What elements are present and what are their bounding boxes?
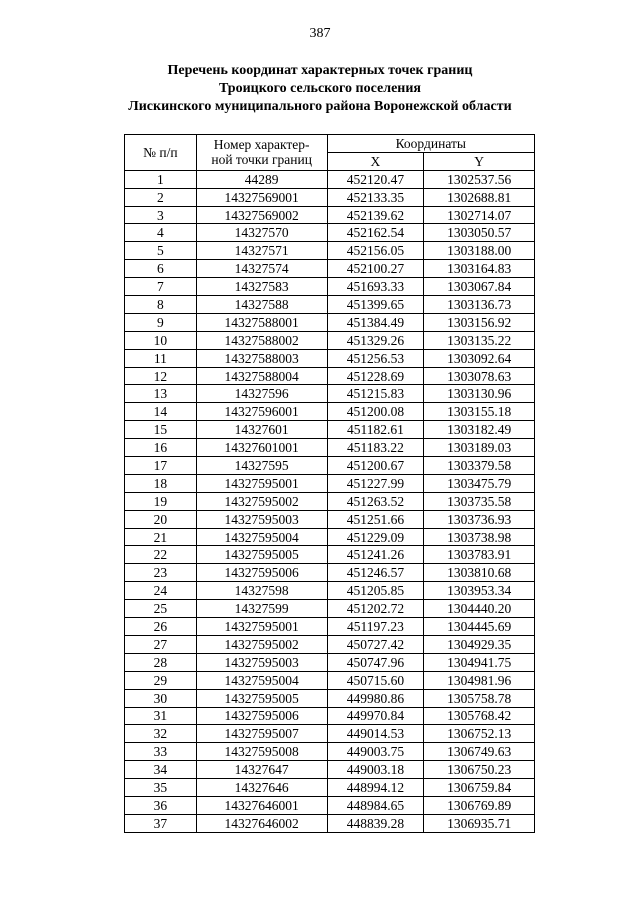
cell-point-number: 14327595004 — [196, 671, 327, 689]
cell-num: 30 — [125, 689, 197, 707]
cell-point-number: 14327588 — [196, 296, 327, 314]
cell-x: 451241.26 — [327, 546, 424, 564]
cell-x: 450727.42 — [327, 635, 424, 653]
cell-num: 18 — [125, 474, 197, 492]
cell-y: 1303953.34 — [424, 582, 535, 600]
table-row — [125, 618, 535, 636]
title-line-1: Перечень координат характерных точек границ — [167, 63, 473, 78]
cell-point-number: 14327599 — [196, 600, 327, 618]
cell-num: 27 — [125, 635, 197, 653]
cell-x: 449980.86 — [327, 689, 424, 707]
table-row — [125, 564, 535, 582]
table-row — [125, 242, 535, 260]
table-row — [125, 170, 535, 188]
cell-point-number: 14327598 — [196, 582, 327, 600]
cell-point-number: 14327595001 — [196, 618, 327, 636]
page-number: 387 — [309, 26, 331, 41]
cell-num: 8 — [125, 296, 197, 314]
table-row — [125, 528, 535, 546]
cell-x: 448984.65 — [327, 796, 424, 814]
cell-x: 448839.28 — [327, 814, 424, 832]
cell-point-number: 14327569001 — [196, 188, 327, 206]
cell-num: 37 — [125, 814, 197, 832]
cell-num: 1 — [125, 170, 197, 188]
cell-x: 451693.33 — [327, 278, 424, 296]
cell-num: 19 — [125, 492, 197, 510]
cell-x: 449970.84 — [327, 707, 424, 725]
cell-point-number: 14327595002 — [196, 492, 327, 510]
cell-num: 32 — [125, 725, 197, 743]
cell-num: 14 — [125, 403, 197, 421]
title-line-3: Лискинского муниципального района Воронежской области — [128, 99, 512, 114]
cell-y: 1306769.89 — [424, 796, 535, 814]
cell-y: 1303379.58 — [424, 457, 535, 475]
document-title — [0, 62, 640, 116]
cell-point-number: 44289 — [196, 170, 327, 188]
cell-x: 451384.49 — [327, 313, 424, 331]
cell-point-number: 14327595002 — [196, 635, 327, 653]
header-num: № п/п — [125, 135, 197, 171]
cell-point-number: 14327595006 — [196, 707, 327, 725]
cell-point-number: 14327571 — [196, 242, 327, 260]
header-point-line-1: Номер характер- — [213, 137, 310, 153]
cell-x: 449014.53 — [327, 725, 424, 743]
cell-y: 1303092.64 — [424, 349, 535, 367]
cell-y: 1306759.84 — [424, 779, 535, 797]
cell-point-number: 14327595003 — [196, 653, 327, 671]
cell-y: 1303188.00 — [424, 242, 535, 260]
header-y: Y — [424, 152, 535, 170]
cell-y: 1302688.81 — [424, 188, 535, 206]
cell-y: 1304445.69 — [424, 618, 535, 636]
cell-x: 451329.26 — [327, 331, 424, 349]
table-row — [125, 403, 535, 421]
cell-num: 23 — [125, 564, 197, 582]
cell-num: 33 — [125, 743, 197, 761]
cell-num: 29 — [125, 671, 197, 689]
cell-num: 3 — [125, 206, 197, 224]
cell-num: 7 — [125, 278, 197, 296]
cell-point-number: 14327588001 — [196, 313, 327, 331]
header-coordinates: Координаты — [327, 135, 534, 153]
cell-point-number: 14327595005 — [196, 546, 327, 564]
cell-point-number: 14327646002 — [196, 814, 327, 832]
cell-y: 1302714.07 — [424, 206, 535, 224]
cell-point-number: 14327601001 — [196, 439, 327, 457]
table-row — [125, 779, 535, 797]
cell-y: 1305768.42 — [424, 707, 535, 725]
cell-y: 1303810.68 — [424, 564, 535, 582]
cell-x: 449003.18 — [327, 761, 424, 779]
cell-num: 6 — [125, 260, 197, 278]
cell-x: 451228.69 — [327, 367, 424, 385]
title-line-2: Троицкого сельского поселения — [218, 81, 421, 96]
table-row — [125, 582, 535, 600]
cell-y: 1303475.79 — [424, 474, 535, 492]
cell-point-number: 14327595003 — [196, 510, 327, 528]
cell-y: 1303189.03 — [424, 439, 535, 457]
cell-num: 4 — [125, 224, 197, 242]
cell-x: 451229.09 — [327, 528, 424, 546]
table-row — [125, 725, 535, 743]
cell-num: 36 — [125, 796, 197, 814]
cell-x: 452100.27 — [327, 260, 424, 278]
cell-y: 1306749.63 — [424, 743, 535, 761]
table-row — [125, 600, 535, 618]
cell-y: 1303078.63 — [424, 367, 535, 385]
table-row — [125, 296, 535, 314]
table-row — [125, 814, 535, 832]
cell-num: 35 — [125, 779, 197, 797]
table-row — [125, 188, 535, 206]
cell-y: 1303135.22 — [424, 331, 535, 349]
cell-num: 28 — [125, 653, 197, 671]
cell-y: 1303783.91 — [424, 546, 535, 564]
cell-x: 450715.60 — [327, 671, 424, 689]
table-row — [125, 743, 535, 761]
cell-num: 5 — [125, 242, 197, 260]
cell-x: 451200.67 — [327, 457, 424, 475]
cell-x: 452162.54 — [327, 224, 424, 242]
table-header — [125, 135, 535, 171]
cell-x: 451246.57 — [327, 564, 424, 582]
cell-point-number: 14327646 — [196, 779, 327, 797]
header-x: X — [327, 152, 424, 170]
table-row — [125, 474, 535, 492]
cell-x: 452120.47 — [327, 170, 424, 188]
cell-point-number: 14327595008 — [196, 743, 327, 761]
cell-x: 451202.72 — [327, 600, 424, 618]
cell-x: 448994.12 — [327, 779, 424, 797]
cell-num: 20 — [125, 510, 197, 528]
cell-x: 451197.23 — [327, 618, 424, 636]
cell-y: 1303738.98 — [424, 528, 535, 546]
cell-point-number: 14327595007 — [196, 725, 327, 743]
cell-point-number: 14327595005 — [196, 689, 327, 707]
cell-x: 451251.66 — [327, 510, 424, 528]
cell-num: 21 — [125, 528, 197, 546]
cell-num: 9 — [125, 313, 197, 331]
header-point-number — [196, 135, 327, 171]
cell-y: 1304929.35 — [424, 635, 535, 653]
cell-num: 34 — [125, 761, 197, 779]
cell-point-number: 14327647 — [196, 761, 327, 779]
cell-num: 17 — [125, 457, 197, 475]
table-row — [125, 510, 535, 528]
cell-point-number: 14327588002 — [196, 331, 327, 349]
cell-num: 12 — [125, 367, 197, 385]
cell-point-number: 14327583 — [196, 278, 327, 296]
table-row — [125, 546, 535, 564]
cell-x: 451256.53 — [327, 349, 424, 367]
cell-num: 13 — [125, 385, 197, 403]
cell-point-number: 14327574 — [196, 260, 327, 278]
table-row — [125, 671, 535, 689]
table-row — [125, 313, 535, 331]
cell-y: 1304941.75 — [424, 653, 535, 671]
table-row — [125, 224, 535, 242]
table-body — [125, 170, 535, 832]
cell-x: 452156.05 — [327, 242, 424, 260]
table-row — [125, 796, 535, 814]
cell-x: 451182.61 — [327, 421, 424, 439]
cell-y: 1303130.96 — [424, 385, 535, 403]
cell-num: 10 — [125, 331, 197, 349]
cell-x: 452133.35 — [327, 188, 424, 206]
cell-point-number: 14327595001 — [196, 474, 327, 492]
cell-x: 451215.83 — [327, 385, 424, 403]
cell-num: 24 — [125, 582, 197, 600]
cell-num: 26 — [125, 618, 197, 636]
header-point-line-2: ной точки границ — [211, 152, 312, 168]
cell-x: 451205.85 — [327, 582, 424, 600]
table-row — [125, 367, 535, 385]
cell-x: 452139.62 — [327, 206, 424, 224]
cell-point-number: 14327601 — [196, 421, 327, 439]
cell-point-number: 14327588004 — [196, 367, 327, 385]
cell-point-number: 14327646001 — [196, 796, 327, 814]
table-row — [125, 349, 535, 367]
cell-x: 451263.52 — [327, 492, 424, 510]
cell-point-number: 14327570 — [196, 224, 327, 242]
table-row — [125, 761, 535, 779]
table-row — [125, 635, 535, 653]
table-row — [125, 278, 535, 296]
cell-num: 25 — [125, 600, 197, 618]
table-row — [125, 457, 535, 475]
cell-y: 1303050.57 — [424, 224, 535, 242]
cell-point-number: 14327596001 — [196, 403, 327, 421]
cell-num: 2 — [125, 188, 197, 206]
cell-point-number: 14327569002 — [196, 206, 327, 224]
cell-x: 451227.99 — [327, 474, 424, 492]
table-row — [125, 689, 535, 707]
cell-x: 450747.96 — [327, 653, 424, 671]
table-row — [125, 439, 535, 457]
cell-x: 451200.08 — [327, 403, 424, 421]
cell-x: 449003.75 — [327, 743, 424, 761]
cell-x: 451399.65 — [327, 296, 424, 314]
cell-y: 1303182.49 — [424, 421, 535, 439]
table-row — [125, 421, 535, 439]
cell-num: 22 — [125, 546, 197, 564]
cell-point-number: 14327588003 — [196, 349, 327, 367]
cell-y: 1303155.18 — [424, 403, 535, 421]
cell-point-number: 14327595006 — [196, 564, 327, 582]
cell-y: 1306750.23 — [424, 761, 535, 779]
cell-y: 1302537.56 — [424, 170, 535, 188]
cell-num: 16 — [125, 439, 197, 457]
cell-y: 1303164.83 — [424, 260, 535, 278]
table-row — [125, 206, 535, 224]
table-row — [125, 260, 535, 278]
cell-y: 1303067.84 — [424, 278, 535, 296]
cell-y: 1303156.92 — [424, 313, 535, 331]
cell-num: 31 — [125, 707, 197, 725]
cell-x: 451183.22 — [327, 439, 424, 457]
table-row — [125, 653, 535, 671]
cell-y: 1304981.96 — [424, 671, 535, 689]
cell-point-number: 14327595004 — [196, 528, 327, 546]
cell-y: 1306752.13 — [424, 725, 535, 743]
table-row — [125, 492, 535, 510]
cell-y: 1306935.71 — [424, 814, 535, 832]
table-row — [125, 331, 535, 349]
cell-y: 1304440.20 — [424, 600, 535, 618]
cell-y: 1303736.93 — [424, 510, 535, 528]
coordinates-table — [124, 134, 535, 833]
cell-point-number: 14327595 — [196, 457, 327, 475]
cell-y: 1303136.73 — [424, 296, 535, 314]
table-row — [125, 385, 535, 403]
table-row — [125, 707, 535, 725]
cell-num: 11 — [125, 349, 197, 367]
cell-point-number: 14327596 — [196, 385, 327, 403]
cell-num: 15 — [125, 421, 197, 439]
cell-y: 1305758.78 — [424, 689, 535, 707]
cell-y: 1303735.58 — [424, 492, 535, 510]
